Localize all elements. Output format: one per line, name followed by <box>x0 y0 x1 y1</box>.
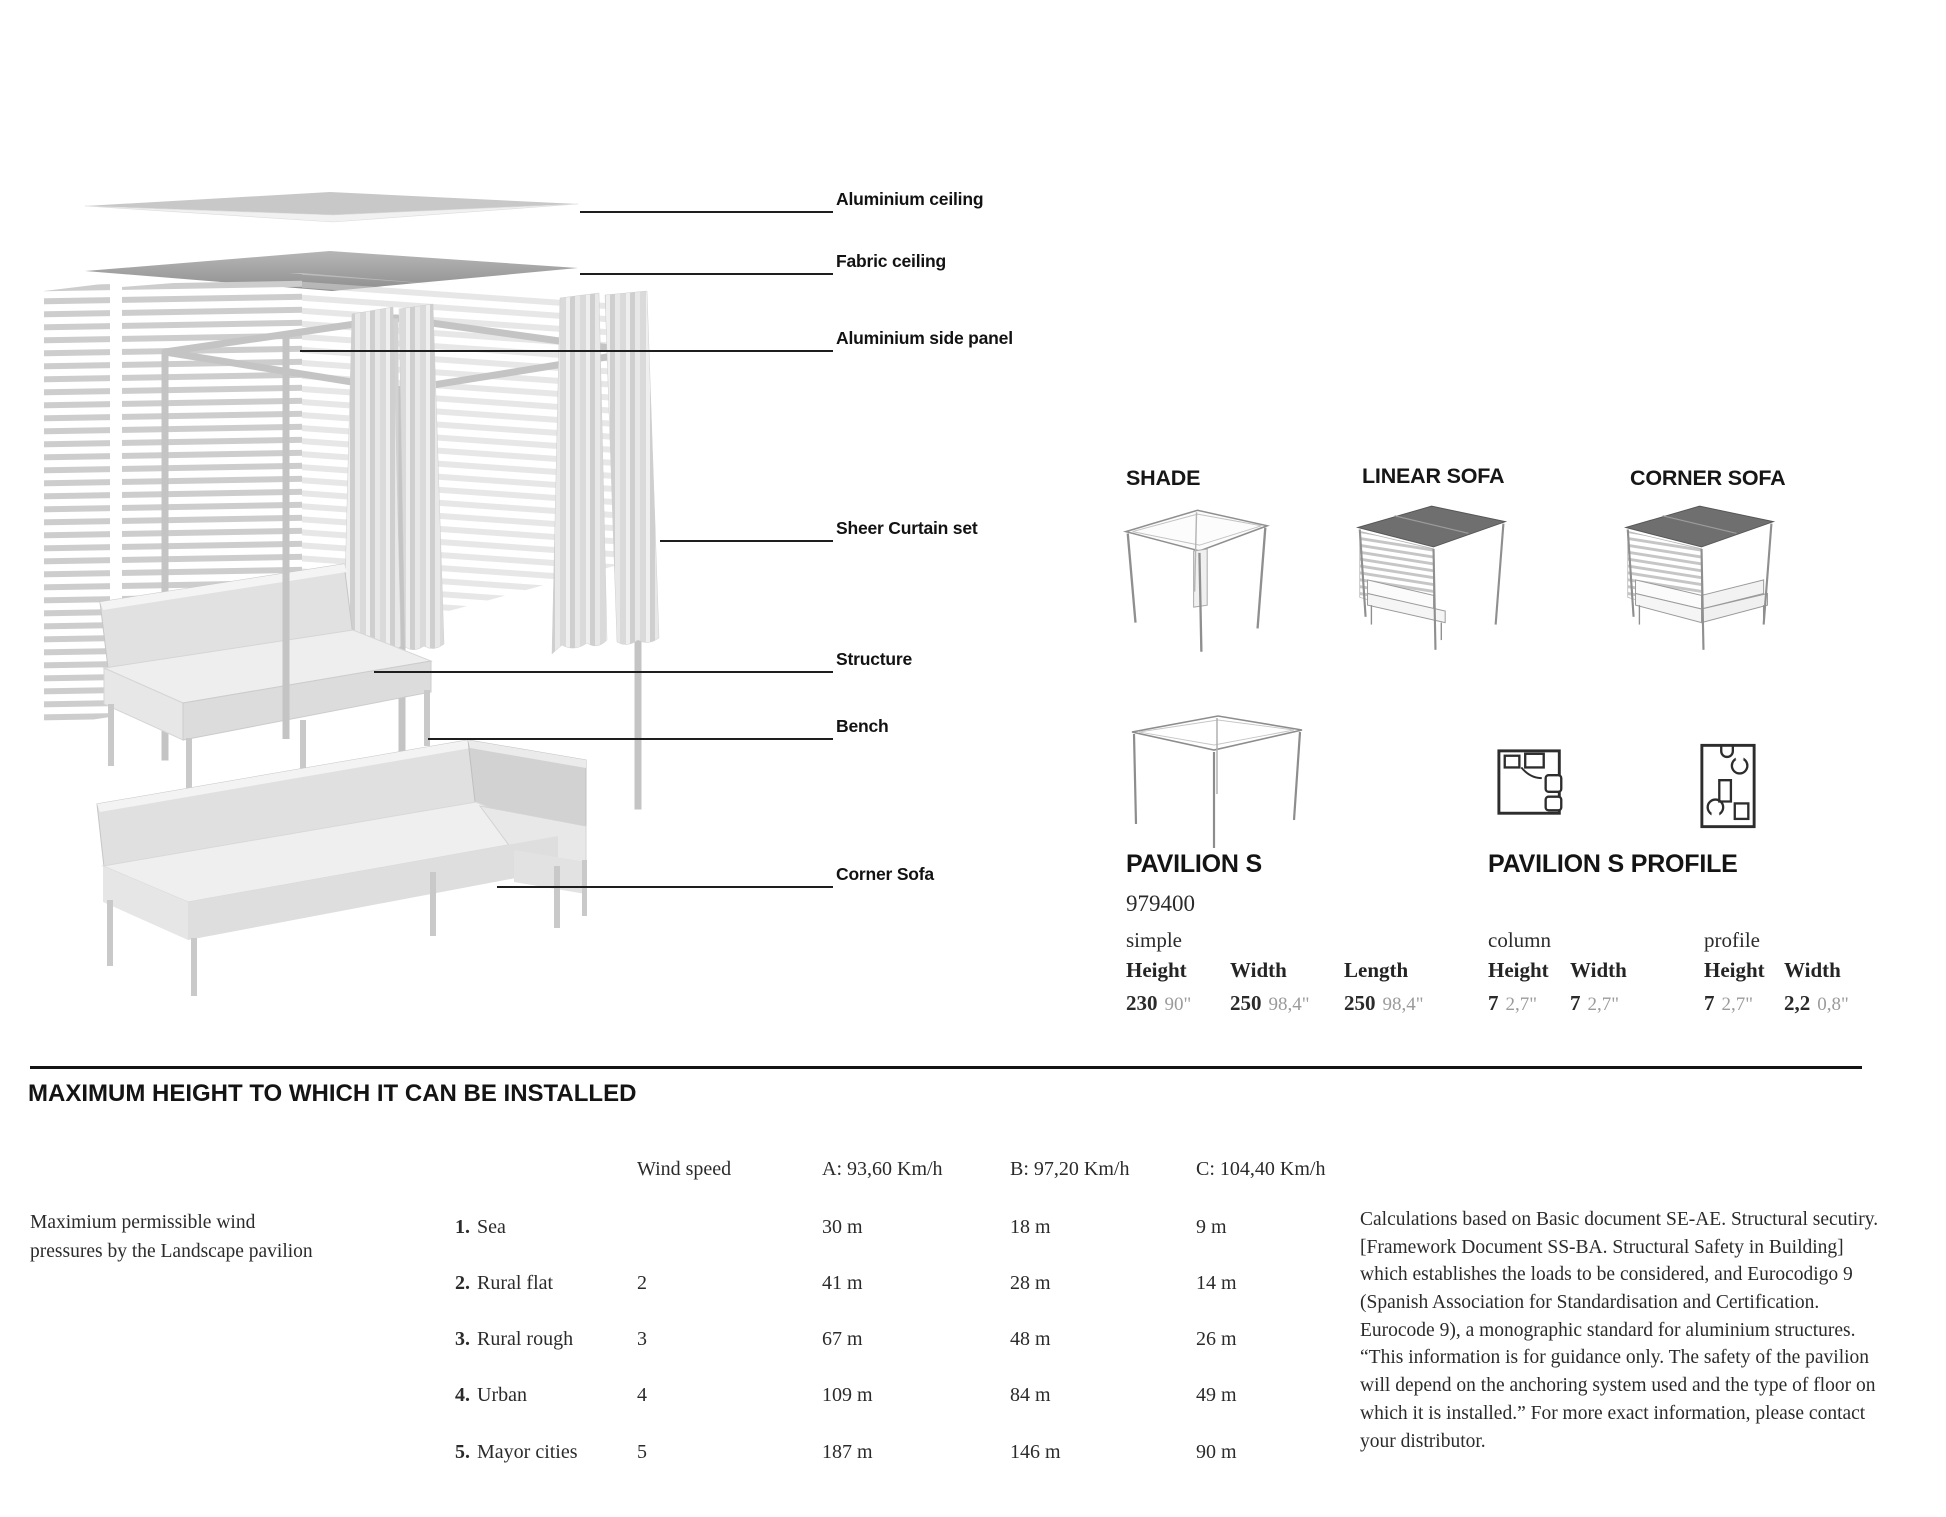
section-divider <box>30 1066 1862 1069</box>
wind-pressure-note: Maximium permissible wind pressures by the Landscape pavilion <box>30 1212 313 1263</box>
shade-wireframe-icon <box>1120 496 1275 666</box>
dimension-height: Height 7 2,7" <box>1488 958 1549 1015</box>
diagram-label-corner-sofa: Corner Sofa <box>836 864 934 884</box>
profile-dimensions <box>1704 958 1879 1016</box>
leader-line <box>580 211 833 213</box>
dimension-width: Width 250 98,4" <box>1230 958 1310 1015</box>
diagram-label-side-panel: Aluminium side panel <box>836 328 1013 348</box>
diagram-label-structure: Structure <box>836 649 912 669</box>
exploded-diagram-illustration <box>0 0 860 1010</box>
leader-line <box>580 273 833 275</box>
table-header-row <box>637 1158 1356 1181</box>
column-dimensions <box>1488 958 1662 1016</box>
profile-cross-section-icon <box>1698 740 1758 832</box>
table-row-urban: 4. Urban 4 109 m 84 m 49 m <box>455 1384 1237 1406</box>
header-wind-speed: Wind speed <box>637 1158 732 1180</box>
installation-heading: MAXIMUM HEIGHT TO WHICH IT CAN BE INSTALLED <box>28 1080 637 1107</box>
header-zone-b: B: 97,20 Km/h <box>1010 1158 1130 1180</box>
dimension-height: Height 230 90" <box>1126 958 1192 1015</box>
diagram-label-fabric-ceiling: Fabric ceiling <box>836 251 947 271</box>
diagram-label-aluminium-ceiling: Aluminium ceiling <box>836 189 984 209</box>
column-profile-icon <box>1495 742 1571 826</box>
config-label-column: column <box>1488 928 1551 952</box>
dimension-width: Width 7 2,7" <box>1570 958 1627 1015</box>
calculation-disclaimer: Calculations based on Basic document SE-AE. Structural secutiry. [Framework Document SS-BA. Structural Safety in Building] which establishes the loads to be considered, and Eurocodigo 9 (Spanish Association for Standardisation and Certification. Eurocode 9), a monographic standard for aluminium structures. “This information is for guidance only. The safety of the pavilion will depend on the anchoring system used and the type of floor on which it is installed.” For more exact information, please contact your distributor. <box>1360 1209 1879 1452</box>
diagram-label-curtain-set: Sheer Curtain set <box>836 518 978 538</box>
config-label-profile: profile <box>1704 928 1760 952</box>
config-label-simple: simple <box>1126 928 1182 952</box>
leader-line <box>428 738 833 740</box>
table-row-rural-flat: 2. Rural flat 2 41 m 28 m 14 m <box>455 1272 1237 1294</box>
variant-title-linear-sofa: LINEAR SOFA <box>1362 464 1505 488</box>
dimension-height: Height 7 2,7" <box>1704 958 1765 1015</box>
corner-sofa-wireframe-icon <box>1620 492 1785 662</box>
pavilion-s-wireframe-icon <box>1122 708 1312 858</box>
leader-line <box>300 350 833 352</box>
variant-title-corner-sofa: CORNER SOFA <box>1630 466 1786 490</box>
pavilion-s-profile-title: PAVILION S PROFILE <box>1488 850 1738 878</box>
diagram-label-bench: Bench <box>836 716 889 736</box>
pavilion-s-title: PAVILION S <box>1126 850 1262 878</box>
table-row-sea: 1. Sea 30 m 18 m 9 m <box>455 1216 1227 1238</box>
leader-line <box>660 540 833 542</box>
dimension-width: Width 2,2 0,8" <box>1784 958 1849 1015</box>
table-row-mayor-cities: 5. Mayor cities 5 187 m 146 m 90 m <box>455 1441 1237 1463</box>
product-code: 979400 <box>1126 891 1195 916</box>
variant-title-shade: SHADE <box>1126 466 1201 490</box>
table-row-rural-rough: 3. Rural rough 3 67 m 48 m 26 m <box>455 1328 1237 1350</box>
header-zone-a: A: 93,60 Km/h <box>822 1158 943 1180</box>
pavilion-dimensions <box>1126 958 1464 1016</box>
leader-line <box>374 671 833 673</box>
leader-line <box>497 886 833 888</box>
header-zone-c: C: 104,40 Km/h <box>1196 1158 1326 1180</box>
linear-sofa-wireframe-icon <box>1352 492 1517 662</box>
dimension-length: Length 250 98,4" <box>1344 958 1424 1015</box>
